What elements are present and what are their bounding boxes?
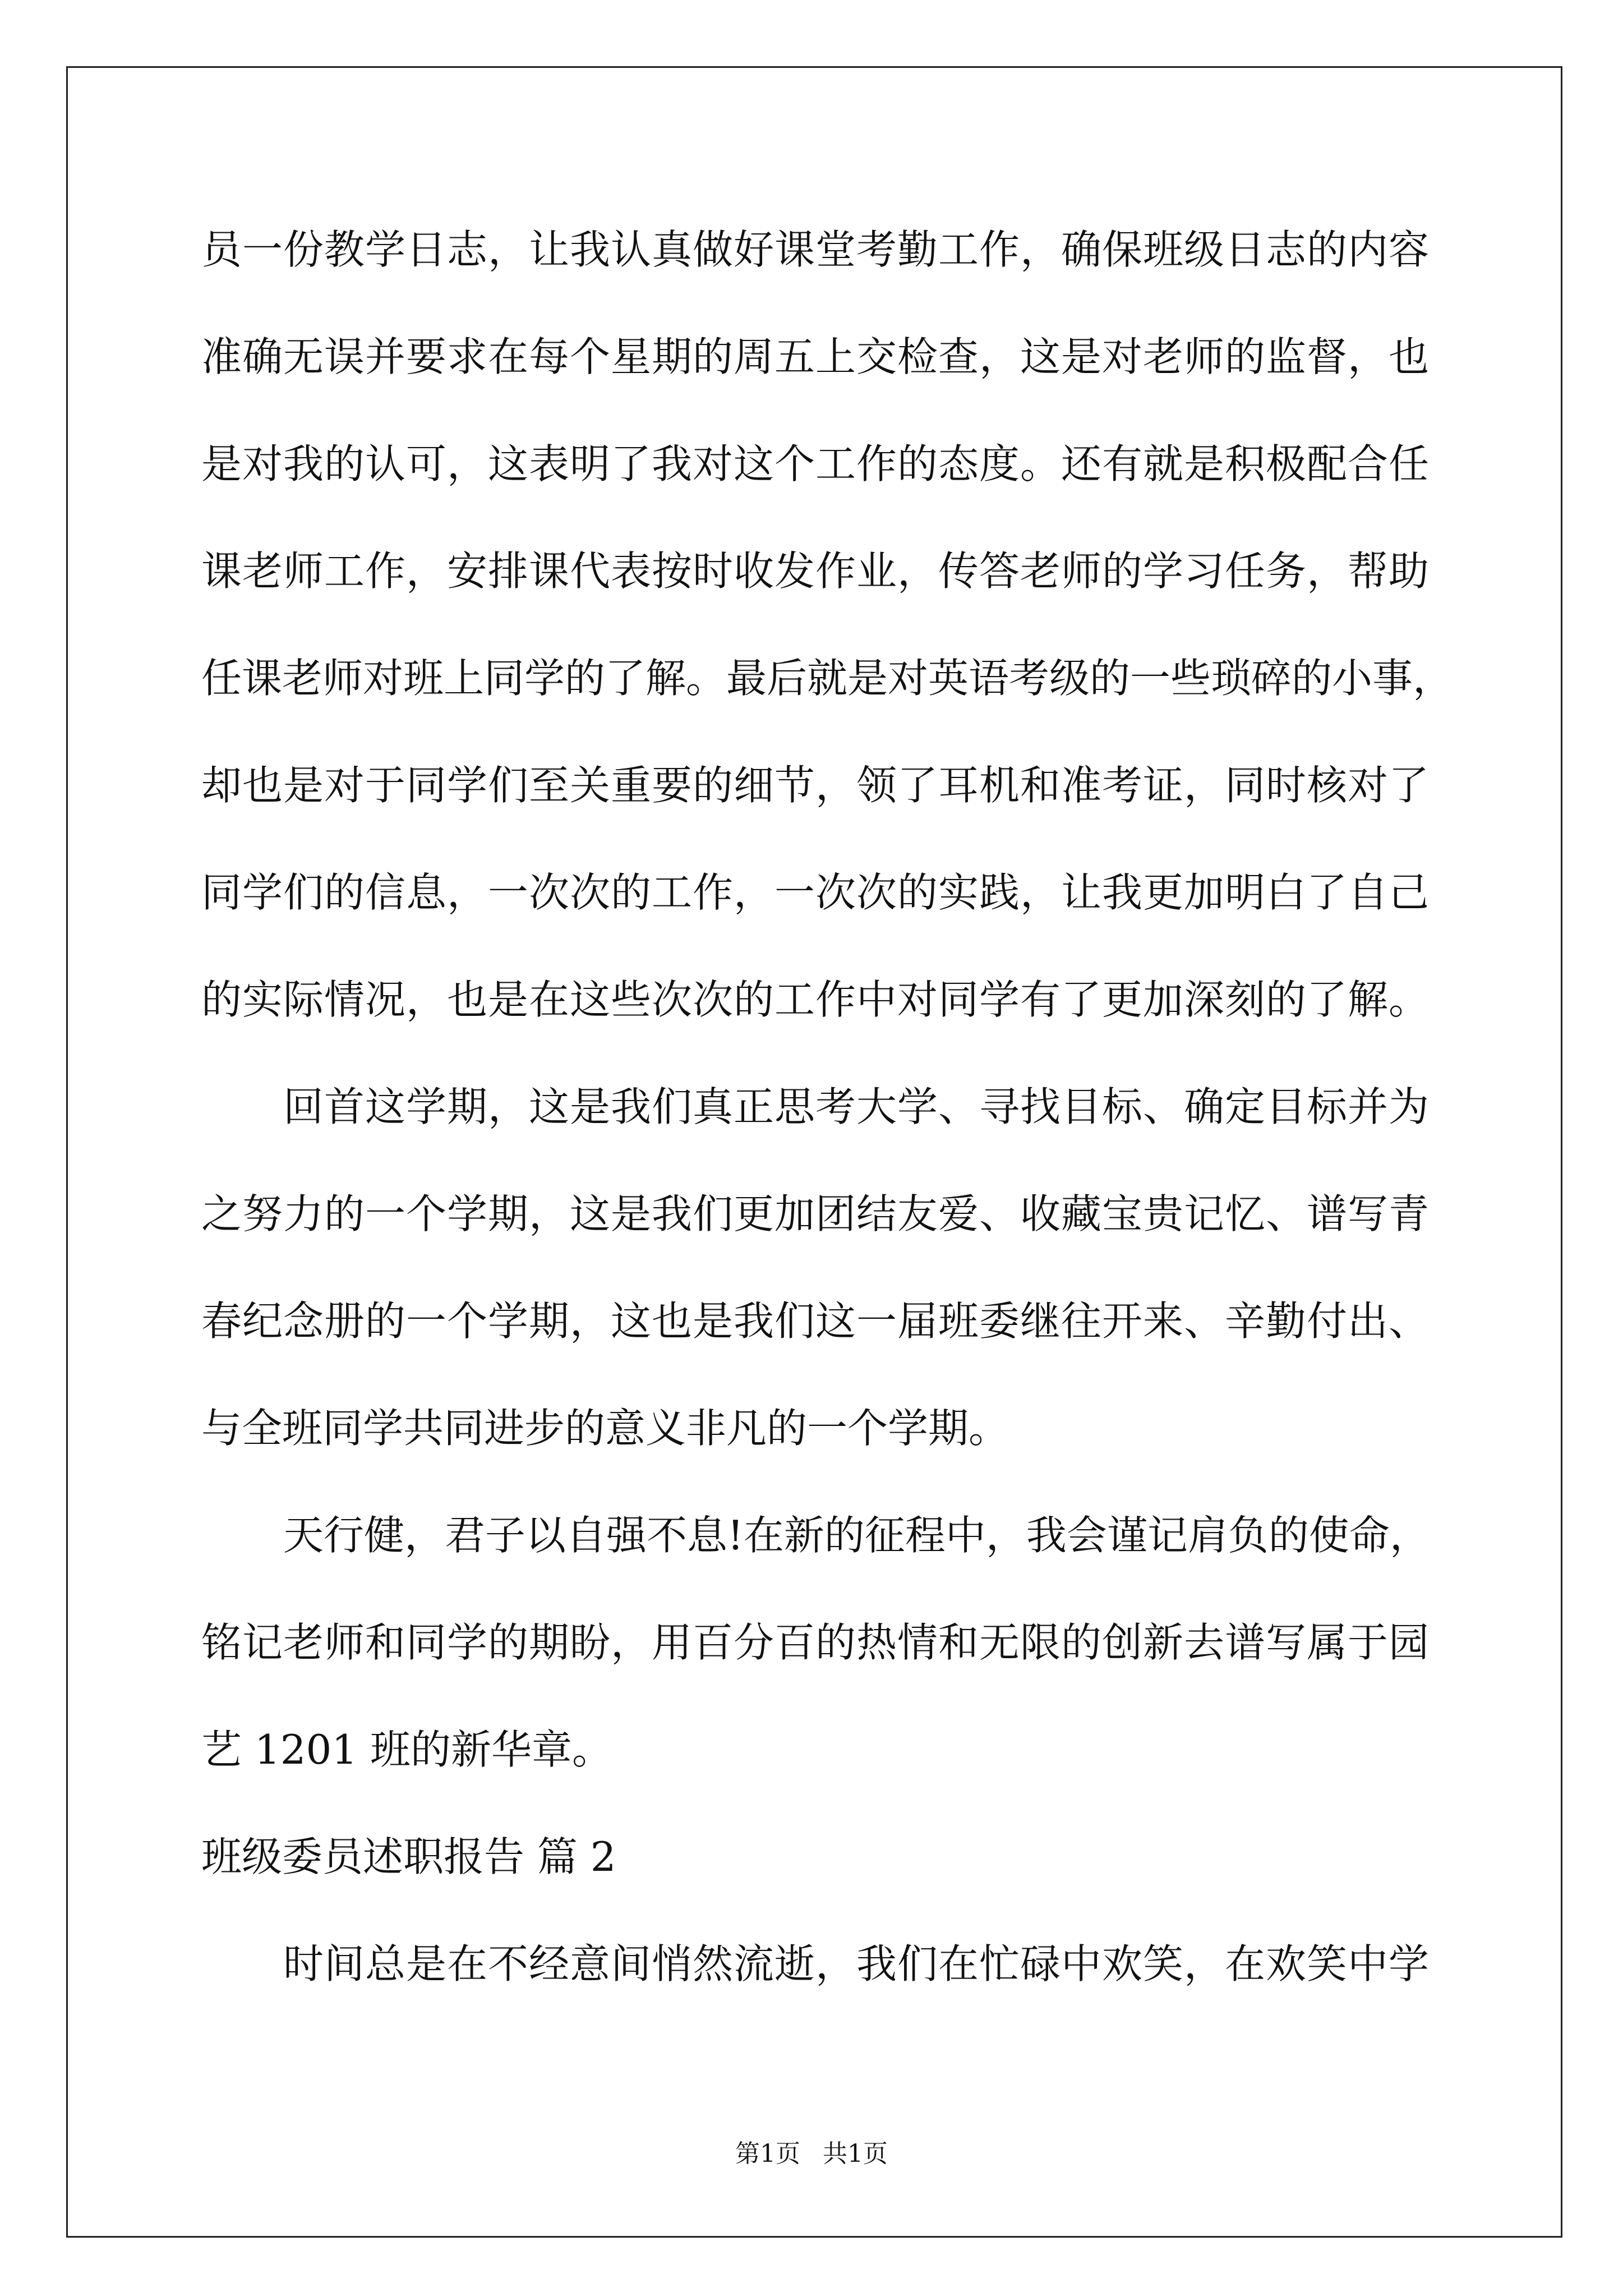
paragraph-4 [201,1911,1429,2018]
text-line: 春纪念册的一个学期，这也是我们这一届班委继往开来、辛勤付出、 [201,1297,1429,1345]
document-body [201,196,1454,2018]
text-line: 艺 1201 班的新华章。 [201,1726,613,1773]
text-line: 准确无误并要求在每个星期的周五上交检查，这是对老师的监督，也 [201,333,1429,380]
text-line: 时间总是在不经意间悄然流逝，我们在忙碌中欢笑，在欢笑中学 [283,1940,1429,1987]
text-line: 的实际情况，也是在这些次次的工作中对同学有了更加深刻的了解。 [201,976,1429,1023]
paragraph-2 [201,1053,1429,1482]
text-line: 与全班同学共同进步的意义非凡的一个学期。 [201,1405,1009,1452]
text-line: 却也是对于同学们至关重要的细节，领了耳机和准考证，同时核对了 [201,762,1429,809]
page-footer [0,2138,1623,2170]
total-pages-label: 共1页 [823,2139,888,2168]
text-line: 回首这学期，这是我们真正思考大学、寻找目标、确定目标并为 [283,1083,1429,1130]
text-line: 任课老师对班上同学的了解。最后就是对英语考级的一些琐碎的小事， [201,655,1454,702]
text-line: 天行健，君子以自强不息!在新的征程中，我会谨记肩负的使命， [283,1512,1430,1559]
paragraph-3 [201,1482,1429,1803]
text-line: 课老师工作，安排课代表按时收发作业，传答老师的学习任务，帮助 [201,547,1429,595]
section-heading: 班级委员述职报告 篇 2 [201,1833,616,1880]
paragraph-1 [201,196,1454,1053]
text-line: 铭记老师和同学的期盼，用百分百的热情和无限的创新去谱写属于园 [201,1619,1429,1666]
text-line: 之努力的一个学期，这是我们更加团结友爱、收藏宝贵记忆、谱写青 [201,1190,1429,1237]
text-line: 同学们的信息，一次次的工作，一次次的实践，让我更加明白了自己 [201,869,1429,916]
page-number-label: 第1页 [735,2139,800,2168]
text-line: 员一份教学日志，让我认真做好课堂考勤工作，确保班级日志的内容 [201,226,1429,273]
text-line: 是对我的认可，这表明了我对这个工作的态度。还有就是积极配合任 [201,440,1429,487]
